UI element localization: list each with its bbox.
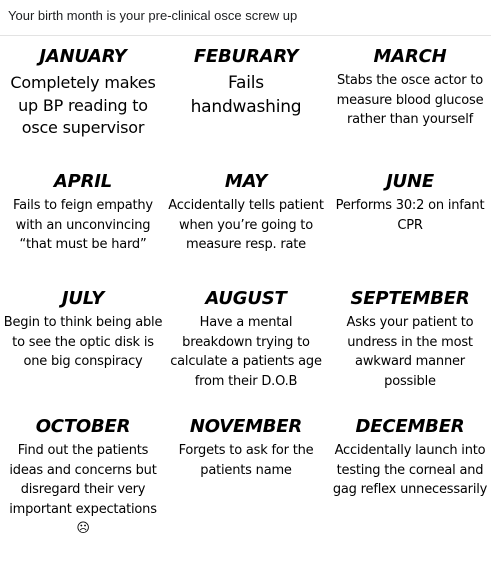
month-title: SEPTEMBER — [350, 288, 470, 309]
month-title: DECEMBER — [355, 416, 465, 437]
month-title: JUNE — [386, 171, 434, 192]
month-cell-may — [166, 171, 326, 255]
month-title: OCTOBER — [35, 416, 131, 437]
month-title: JANUARY — [39, 46, 127, 67]
month-text: Accidentally tells patient when you’re going to measure resp. rate — [168, 198, 324, 252]
month-title: FEBURARY — [193, 46, 299, 67]
month-text: Forgets to ask for the patients name — [178, 443, 314, 478]
meme-image — [0, 36, 491, 566]
month-title: APRIL — [53, 171, 113, 192]
month-title: JULY — [61, 288, 105, 309]
month-title: MAY — [224, 171, 268, 192]
month-cell-feburary — [166, 46, 326, 119]
month-cell-july — [2, 288, 164, 372]
month-text: Find out the patients ideas and concerns but disregard their very important expectations ☹ — [9, 443, 157, 536]
month-cell-march — [330, 46, 490, 130]
month-cell-november — [166, 416, 326, 480]
post-caption: Your birth month is your pre-clinical osce screw up — [8, 8, 298, 23]
month-text: Performs 30:2 on infant CPR — [335, 198, 485, 233]
month-text: Begin to think being able to see the optic disk is one big conspiracy — [3, 315, 163, 369]
month-text: Completely makes up BP reading to osce supervisor — [10, 73, 156, 137]
month-text: Asks your patient to undress in the most awkward manner possible — [346, 315, 474, 389]
month-text: Have a mental breakdown trying to calculate a patients age from their D.O.B — [170, 315, 322, 389]
month-text: Fails to feign empathy with an unconvincing “that must be hard” — [13, 198, 153, 252]
month-title: MARCH — [373, 46, 447, 67]
month-title: NOVEMBER — [189, 416, 303, 437]
month-text: Accidentally launch into testing the corneal and gag reflex unnecessarily — [332, 443, 488, 497]
post-header — [0, 0, 491, 36]
month-cell-august — [166, 288, 326, 391]
month-cell-september — [330, 288, 490, 391]
month-title: AUGUST — [205, 288, 287, 309]
month-text: Fails handwashing — [190, 73, 302, 117]
month-cell-april — [2, 171, 164, 255]
month-cell-october — [2, 416, 164, 539]
month-cell-december — [330, 416, 490, 500]
month-text: Stabs the osce actor to measure blood glucose rather than yourself — [336, 73, 484, 127]
month-cell-january — [2, 46, 164, 140]
month-cell-june — [330, 171, 490, 235]
